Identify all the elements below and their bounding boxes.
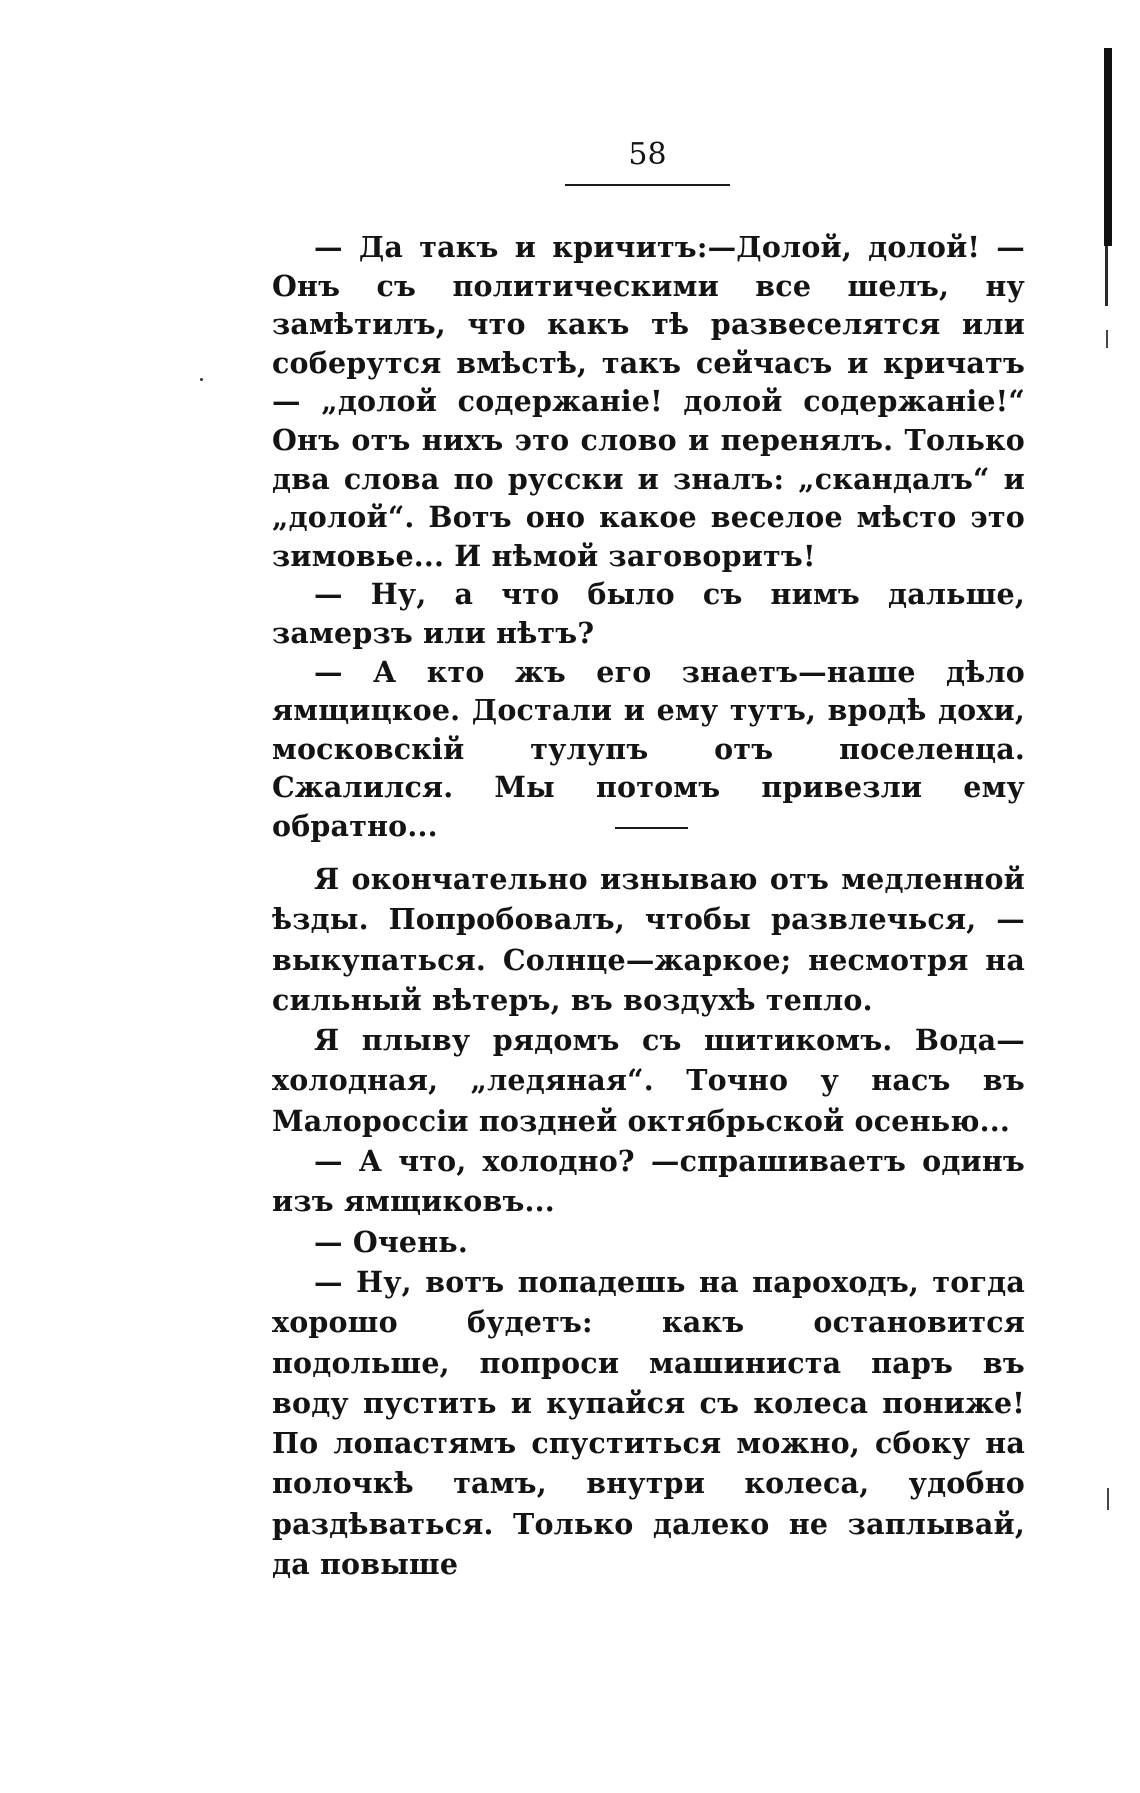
paragraph: — Очень. [314,1224,468,1259]
scan-margin-tick [1107,1488,1109,1510]
paragraph: Я плыву рядомъ съ шитикомъ. Вода—холодная, „ледяная“. Точно у насъ въ Малороссіи поздней октябрьской осенью... [272,1023,1025,1138]
page-number: 58 [628,137,667,172]
paragraph: — А кто жъ его знаетъ—наше дѣло ямщицкое. Достали и ему тутъ, вродѣ дохи, московскій тулупъ отъ поселенца. Сжалился. Мы потомъ привезли ему обратно... [272,654,1025,843]
scan-speck [200,378,203,381]
paragraph: — А что, холодно? —спрашиваетъ одинъ изъ ямщиковъ... [272,1144,1025,1219]
page-number-rule [565,184,730,186]
paragraph: — Ну, вотъ попадешь на пароходъ, тогда хорошо будетъ: какъ остановится подольше, попроси машиниста паръ въ воду пустить и купайся съ колеса пониже! По лопастямъ спуститься можно, сбоку на полочкѣ тамъ, внутри колеса, удобно раздѣваться. Только далеко не заплывай, да повыше [272,1264,1025,1582]
paragraph: Я окончательно изнываю отъ медленной ѣзды. Попробовалъ, чтобы развлечься, — выкупаться. Солнце—жаркое; несмотря на сильный вѣтеръ, въ воздухѣ тепло. [272,862,1025,1017]
text-block-dialogue [272,228,1025,846]
section-divider [615,827,688,829]
scan-edge-mark-thin [1105,246,1108,306]
text-block-narrative [272,859,1025,1584]
paragraph: — Да такъ и кричитъ:—Долой, долой! —Онъ съ политическими все шелъ, ну замѣтилъ, что какъ тѣ развеселятся или соберутся вмѣстѣ, такъ сейчасъ и кричатъ— „долой содержаніе! долой содержаніе!“ Онъ отъ нихъ это слово и перенялъ. Только два слова по русски и зналъ: „скандалъ“ и „долой“. Вотъ оно какое веселое мѣсто это зимовье... И нѣмой заговоритъ! [272,230,1025,573]
scan-margin-tick [1106,330,1108,348]
paragraph: — Ну, а что было съ нимъ дальше, замерзъ или нѣтъ? [272,577,1025,650]
